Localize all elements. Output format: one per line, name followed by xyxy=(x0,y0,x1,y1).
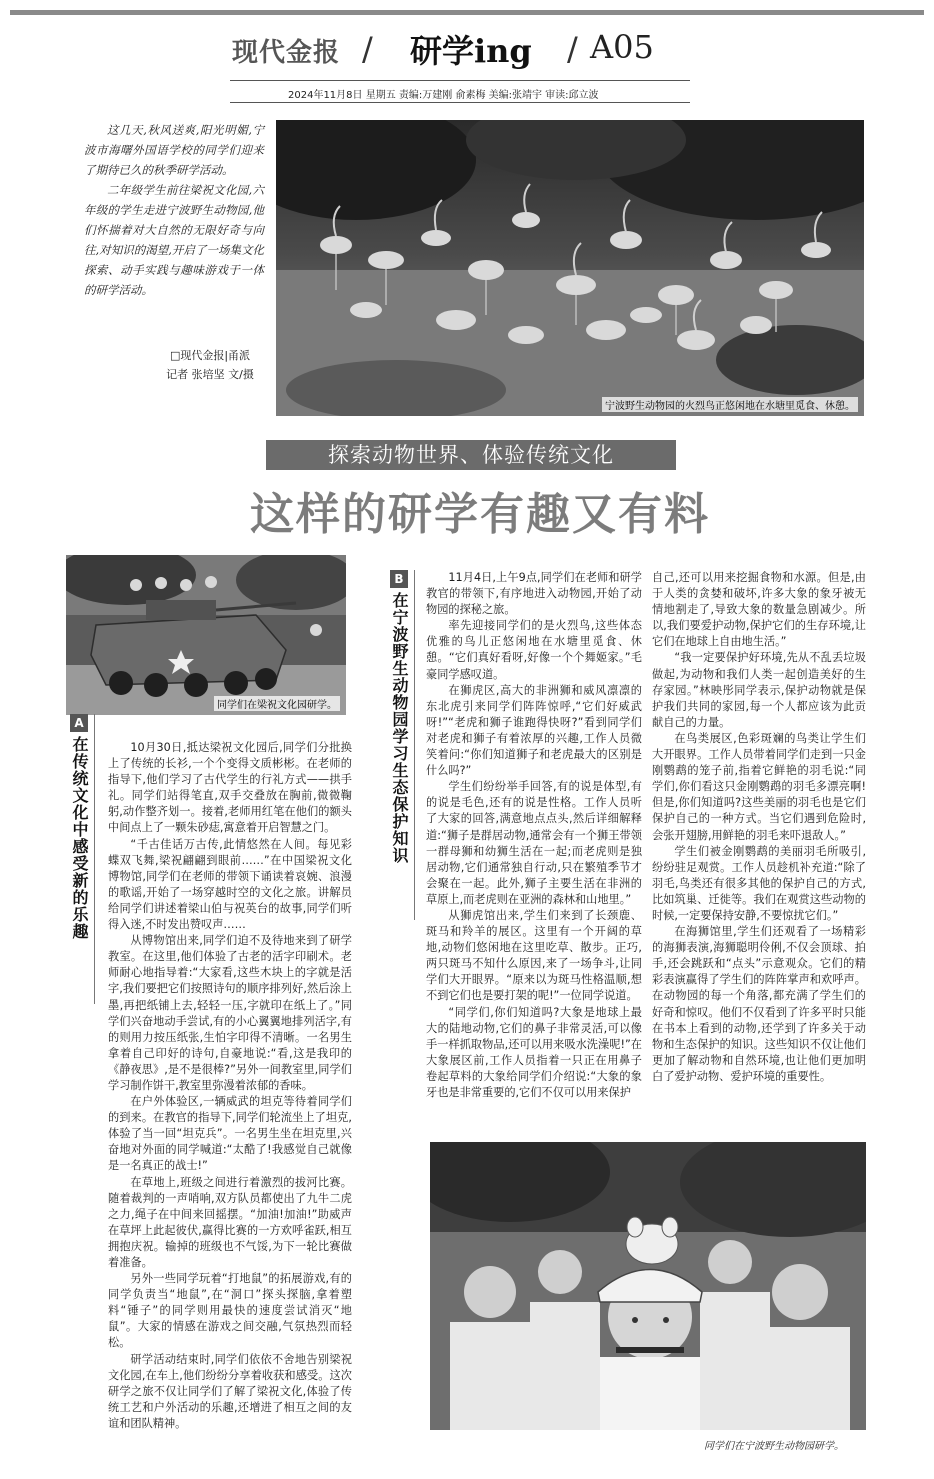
kicker: 探索动物世界、体验传统文化 xyxy=(328,443,614,467)
paragraph: 另外一些同学玩着“打地鼠”的拓展游戏,有的同学负责当“地鼠”,在“洞口”探头探脑,拿着塑料“锤子”的同学则用最快的速度尝试消灭“地鼠”。大家的情感在游戏之间交融,气氛热烈而轻松。 xyxy=(108,1272,352,1350)
column-divider xyxy=(414,570,415,920)
tank-photo xyxy=(66,555,346,715)
paragraph: 率先迎接同学们的是火烈鸟,这些体态优雅的鸟儿正悠闲地在水塘里觅食、休憩。“它们真好看呀,好像一个个舞姬家。”毛豪同学感叹道。 xyxy=(426,619,642,681)
paragraph: 从博物馆出来,同学们迫不及待地来到了研学教室。在这里,他们体验了古老的活字印刷术。老师耐心地指导着:“大家看,这些木块上的字就是活字,我们要把它们按照诗句的顺序排列好,然后涂上墨,再把纸铺上去,轻轻一压,字就印在纸上了。”同学们兴奋地动手尝试,有的小心翼翼地排列活字,有的则用力按压纸张,生怕字印得不清晰。一名男生拿着自己印好的诗句,自豪地说:“看,这是我印的《静夜思》,是不是很棒?”另外一间教室里,同学们学习制作饼干,教室里弥漫着浓郁的香味。 xyxy=(108,934,352,1092)
intro-paragraph: 二年级学生前往梁祝文化园,六年级的学生走进宁波野生动物园,他们怀揣着对大自然的无限好奇与向往,对知识的渴望,开启了一场集文化探索、动手实践与趣味游戏于一体的研学活动。 xyxy=(84,183,264,297)
masthead-separator: / xyxy=(567,30,578,68)
byline-source: □现代金报|甬派 xyxy=(169,349,251,362)
byline xyxy=(140,346,280,384)
newspaper-brand: 现代金报 xyxy=(232,38,341,68)
section-b-title: 在宁波野生动物园学习生态保护知识 xyxy=(390,592,409,864)
photo-caption: 同学们在宁波野生动物园研学。 xyxy=(704,1441,844,1452)
paragraph: “同学们,你们知道吗?大象是地球上最大的陆地动物,它们的鼻子非常灵活,可以像手一样抓取物品,还可以用来吸水洗澡呢!”在大象展区前,工作人员指着一只正在用鼻子卷起草料的大象给同学们介绍说:“大象的象牙也是非常重要的,它们不仅可以用来保护 xyxy=(426,1005,642,1099)
masthead-separator: / xyxy=(362,30,373,68)
flamingo-photo xyxy=(276,120,864,416)
paragraph: 10月30日,抵达梁祝文化园后,同学们分批换上了传统的长衫,一个个变得文质彬彬。在老师的指导下,他们学习了古代学生的行礼方式——拱手礼。同学们站得笔直,双手交叠放在胸前,微微鞠躬,动作整齐划一。接着,老师用红笔在他们的额头中间点上了一颗朱砂痣,寓意着开启智慧之门。 xyxy=(108,741,352,835)
section-a-body xyxy=(108,740,352,1432)
paragraph: 学生们被金刚鹦鹉的美丽羽毛所吸引,纷纷驻足观赏。工作人员趁机补充道:“除了羽毛,鸟类还有很多其他的保护自己的方式,比如筑巢、迁徙等。我们在观赏这些动物的时候,一定要保持安静,不要惊扰它们。” xyxy=(652,844,866,922)
photo-caption: 宁波野生动物园的火烈鸟正悠闲地在水塘里觅食、休憩。 xyxy=(602,397,858,412)
masthead xyxy=(0,26,934,76)
intro-paragraph: 这几天,秋风送爽,阳光明媚,宁波市海曙外国语学校的同学们迎来了期待已久的秋季研学活动。 xyxy=(84,123,264,177)
paragraph: 在户外体验区,一辆威武的坦克等待着同学们的到来。在教官的指导下,同学们轮流坐上了坦克,体验了当一回“坦克兵”。一名男生坐在坦克里,兴奋地对外面的同学喊道:“太酷了!我感觉自己就像是一名真正的战士!” xyxy=(108,1095,352,1173)
section-title: 研学ing xyxy=(410,32,532,70)
paragraph: 从狮虎馆出来,学生们来到了长颈鹿、斑马和羚羊的展区。这里有一个开阔的草地,动物们悠闲地在这里吃草、散步。正巧,两只斑马不知什么原因,来了一场争斗,让同学们大开眼界。“原来以为斑马性格温顺,想不到它们也是要打架的呢!”一位同学说道。 xyxy=(426,908,642,1003)
paragraph: 在海狮馆里,学生们还观看了一场精彩的海狮表演,海狮聪明伶俐,不仅会顶球、拍手,还会跳跃和“点头”示意观众。它们的精彩表演赢得了学生们的阵阵掌声和欢呼声。在动物园的每一个角落,都充满了学生们的好奇和惊叹。他们不仅看到了许多平时只能在书本上看到的动物,还学到了许多关于动物和生态保护的知识。这些知识不仅让他们更加了解动物和自然环境,也让他们更加明白了爱护动物、爱护环境的重要性。 xyxy=(652,925,866,1083)
flamingo-image xyxy=(276,120,864,416)
header-rule xyxy=(230,102,690,103)
paragraph: 自己,还可以用来挖掘食物和水源。但是,由于人类的贪婪和破坏,许多大象的象牙被无情地割走了,导致大象的数量急剧减少。所以,我们要爱护动物,保护它们的生存环境,让它们在地球上自由地生活。” xyxy=(652,571,866,649)
paragraph: “千古佳话万古传,此情悠然在人间。每见彩蝶双飞舞,梁祝翩翩到眼前……”在中国梁祝文化博物馆,同学们在老师的带领下诵读着哀婉、浪漫的歌谣,开始了一场穿越时空的文化之旅。讲解员给同学们讲述着梁山伯与祝英台的故事,同学们听得入迷,不时发出赞叹声…… xyxy=(108,837,352,932)
section-b-badge: B xyxy=(390,570,408,588)
intro-text xyxy=(84,120,264,300)
paragraph: 在草地上,班级之间进行着激烈的拔河比赛。随着裁判的一声哨响,双方队员都使出了九牛二虎之力,绳子在中间来回摇摆。“加油!加油!”助威声在草坪上此起彼伏,赢得比赛的一方欢呼雀跃,相互拥抱庆祝。输掉的班级也不气馁,为下一轮比赛做着准备。 xyxy=(108,1175,352,1269)
header-rule xyxy=(230,80,690,81)
paragraph: 在狮虎区,高大的非洲狮和威风凛凛的东北虎引来同学们阵阵惊呼,“它们好威武呀!”“老虎和狮子谁跑得快呀?”看到同学们对老虎和狮子有着浓厚的兴趣,工作人员微笑着问:“你们知道狮子和老虎最大的区别是什么吗?” xyxy=(426,683,642,778)
paragraph: 在鸟类展区,色彩斑斓的鸟类让学生们大开眼界。工作人员带着同学们走到一只金刚鹦鹉的笼子前,指着它鲜艳的羽毛说:“同学们,你们看这只金刚鹦鹉的羽毛多漂亮啊!但是,你们知道吗?这些美丽的羽毛也是它们保护自己的一种方式。当它们遇到危险时,会张开翅膀,用鲜艳的羽毛来吓退敌人。” xyxy=(652,731,866,842)
dateline: 2024年11月8日 星期五 责编:万建刚 俞素梅 美编:张靖宇 审读:邱立波 xyxy=(288,90,599,101)
paragraph: 研学活动结束时,同学们依依不舍地告别梁祝文化园,在车上,他们纷纷分享着收获和感受。这次研学之旅不仅让同学们了解了梁祝文化,体验了传统工艺和户外活动的乐趣,还增进了相互之间的友谊和团队精神。 xyxy=(108,1352,352,1430)
paragraph: 11月4日,上午9点,同学们在老师和研学教官的带领下,有序地进入动物园,开始了动物园的探秘之旅。 xyxy=(426,571,642,617)
photo-caption: 同学们在梁祝文化园研学。 xyxy=(214,696,340,711)
section-a-badge: A xyxy=(70,714,88,732)
tank-image xyxy=(66,555,346,715)
byline-reporter: 记者 张培坚 文/摄 xyxy=(166,368,254,381)
section-b-column-2 xyxy=(652,570,866,1085)
top-rule-bar xyxy=(10,10,924,15)
zoo-students-photo xyxy=(430,1142,866,1430)
headline: 这样的研学有趣又有料 xyxy=(250,489,710,540)
page-number: A05 xyxy=(590,28,654,66)
section-b-column-1 xyxy=(426,570,642,1101)
zoo-students-image xyxy=(430,1142,866,1430)
paragraph: 学生们纷纷举手回答,有的说是体型,有的说是毛色,还有的说是性格。工作人员听了大家的回答,满意地点点头,然后详细解释道:“狮子是群居动物,通常会有一个狮王带领一群母狮和幼狮生活在一起;而老虎则是独居动物,它们通常独自行动,只在繁殖季节才会聚在一起。此外,狮子主要生活在非洲的草原上,而老虎则在亚洲的森林和山地里。” xyxy=(426,780,642,906)
paragraph: “我一定要保护好环境,先从不乱丢垃圾做起,为动物和我们人类一起创造美好的生存家园。”林映彤同学表示,保护动物就是保护我们共同的家园,每一个人都应该为此贡献自己的力量。 xyxy=(652,651,866,729)
column-divider xyxy=(94,714,95,1004)
section-a-title: 在传统文化中感受新的乐趣 xyxy=(70,736,89,940)
